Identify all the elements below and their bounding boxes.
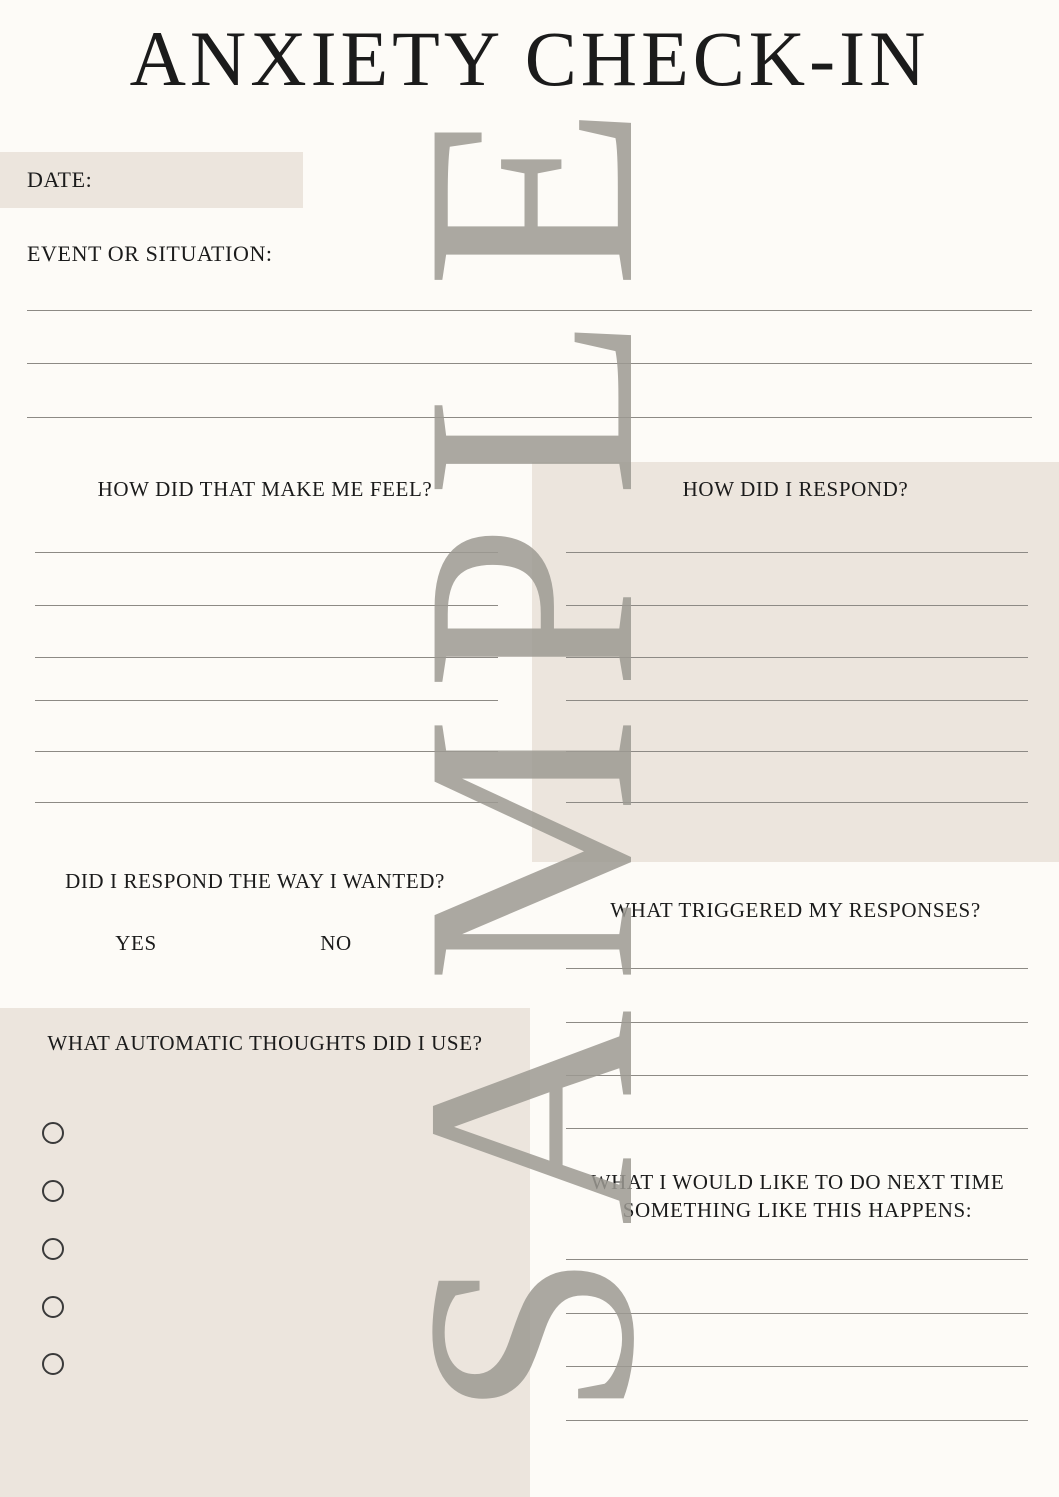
how-did-that-make-me-feel-label: HOW DID THAT MAKE ME FEEL? xyxy=(97,477,433,501)
writing-line-feel-6[interactable] xyxy=(35,802,498,803)
page-title: ANXIETY CHECK-IN xyxy=(129,15,930,102)
date-label: DATE: xyxy=(27,167,93,192)
writing-line-respond-5[interactable] xyxy=(566,751,1028,752)
writing-line-event-1[interactable] xyxy=(27,310,1032,311)
event-or-situation-label: EVENT OR SITUATION: xyxy=(27,241,273,266)
circle-checkbox-icon-2[interactable] xyxy=(42,1180,64,1202)
writing-line-nexttime-2[interactable] xyxy=(566,1313,1028,1314)
no-option[interactable]: NO xyxy=(320,931,352,955)
writing-line-feel-1[interactable] xyxy=(35,552,498,553)
circle-checkbox-icon-4[interactable] xyxy=(42,1296,64,1318)
sample-watermark-text: SAMPLE xyxy=(363,78,696,1419)
what-automatic-thoughts-did-i-use-label: WHAT AUTOMATIC THOUGHTS DID I USE? xyxy=(47,1031,483,1055)
writing-line-respond-1[interactable] xyxy=(566,552,1028,553)
writing-line-triggered-1[interactable] xyxy=(566,968,1028,969)
writing-line-triggered-4[interactable] xyxy=(566,1128,1028,1129)
automatic-thoughts-section-highlight xyxy=(0,1008,530,1497)
writing-line-respond-6[interactable] xyxy=(566,802,1028,803)
writing-line-triggered-3[interactable] xyxy=(566,1075,1028,1076)
writing-line-respond-4[interactable] xyxy=(566,700,1028,701)
what-i-would-like-to-do-next-time-label: WHAT I WOULD LIKE TO DO NEXT TIME SOMETHING LIKE THIS HAPPENS: xyxy=(590,1170,1005,1223)
writing-line-event-3[interactable] xyxy=(27,417,1032,418)
circle-checkbox-icon-1[interactable] xyxy=(42,1122,64,1144)
writing-line-feel-3[interactable] xyxy=(35,657,498,658)
writing-line-respond-3[interactable] xyxy=(566,657,1028,658)
circle-checkbox-icon-5[interactable] xyxy=(42,1353,64,1375)
writing-line-feel-5[interactable] xyxy=(35,751,498,752)
writing-line-nexttime-1[interactable] xyxy=(566,1259,1028,1260)
yes-option[interactable]: YES xyxy=(115,931,157,955)
circle-checkbox-icon-3[interactable] xyxy=(42,1238,64,1260)
writing-line-nexttime-4[interactable] xyxy=(566,1420,1028,1421)
writing-line-triggered-2[interactable] xyxy=(566,1022,1028,1023)
how-did-i-respond-label: HOW DID I RESPOND? xyxy=(682,477,909,501)
writing-line-feel-4[interactable] xyxy=(35,700,498,701)
what-triggered-my-responses-label: WHAT TRIGGERED MY RESPONSES? xyxy=(610,898,981,922)
writing-line-respond-2[interactable] xyxy=(566,605,1028,606)
writing-line-feel-2[interactable] xyxy=(35,605,498,606)
writing-line-nexttime-3[interactable] xyxy=(566,1366,1028,1367)
did-i-respond-the-way-i-wanted-label: DID I RESPOND THE WAY I WANTED? xyxy=(65,869,445,893)
writing-line-event-2[interactable] xyxy=(27,363,1032,364)
